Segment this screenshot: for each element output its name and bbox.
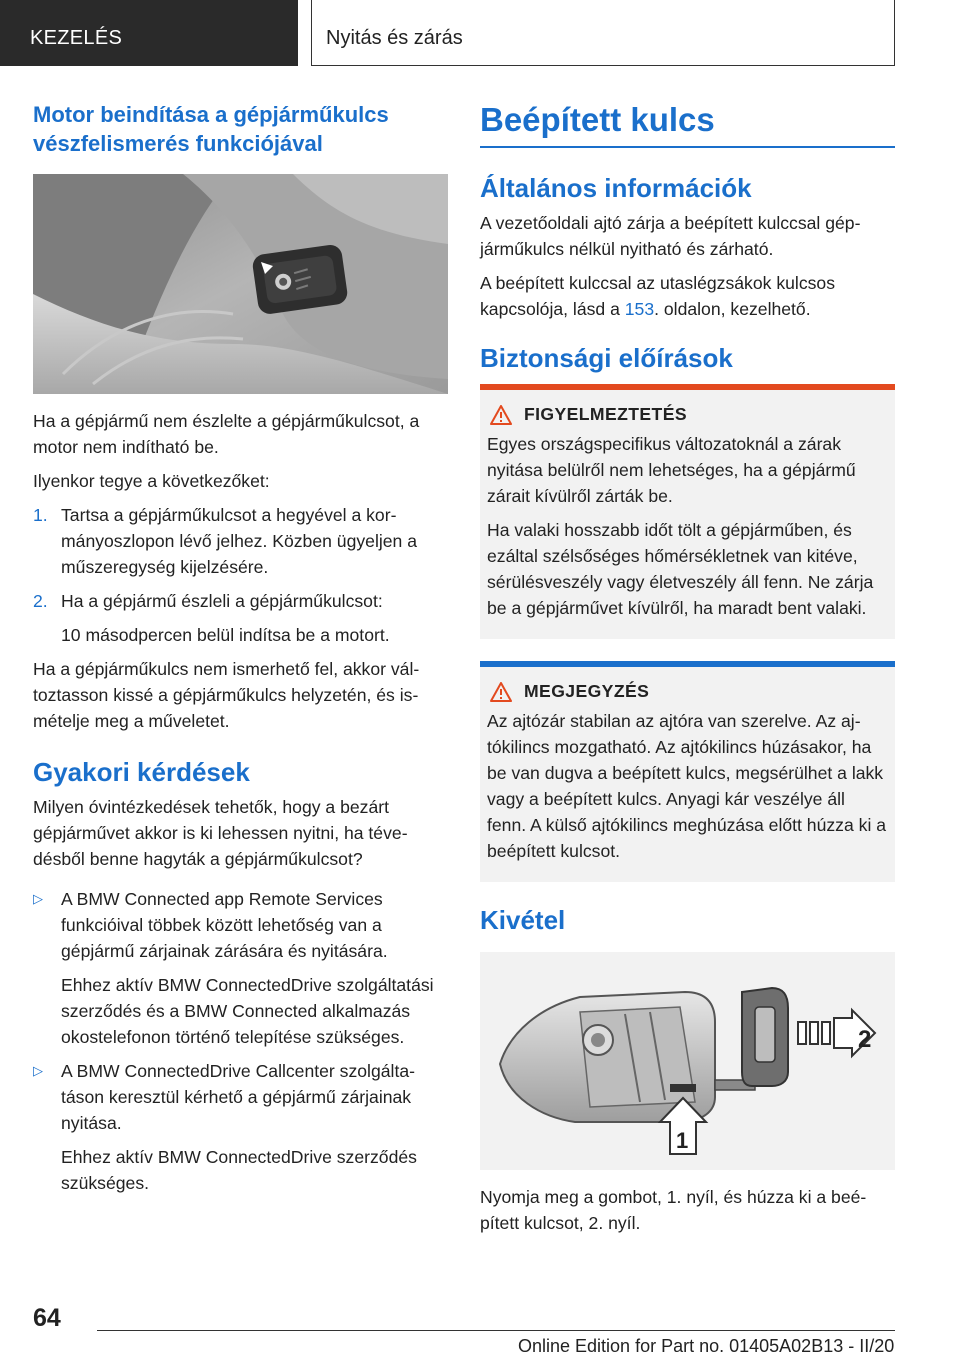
caution-triangle-icon	[490, 682, 512, 702]
faq-question: Milyen óvintézkedések tehetők, hogy a bezárt gépjárművet akkor is ki lehessen nyitni, ha tévedésből benne hagyták a gépjárműkulcsot?	[33, 797, 408, 869]
faq-answer-subtext: Ehhez aktív BMW ConnectedDrive szolgáltatási szerződés és a BMW Connected alkalmazás okostelefonon történő telepítése szükséges.	[61, 975, 434, 1047]
general-para-1: A vezetőoldali ajtó zárja a beépített kulccsal gépjárműkulcs nélkül nyitható és zárható.	[480, 213, 861, 259]
step-text: Tartsa a gépjárműkulcsot a hegyével a kormányoszlopon lévő jelhez. Közben ügyeljen a műszeregység kijelzésére.	[61, 505, 418, 577]
arrow-1-label: 1	[676, 1128, 689, 1153]
warning-title-row	[487, 404, 887, 425]
step-item	[33, 502, 448, 580]
general-para-2-end: . oldalon, kezelhető.	[654, 299, 811, 319]
chapter-tab	[311, 0, 895, 66]
integrated-key-removal-image	[480, 952, 895, 1170]
edition-note: Online Edition for Part no. 01405A02B13 - II/20	[518, 1336, 895, 1356]
chapter-title: Nyitás és zárás	[326, 27, 463, 49]
section-tab	[0, 0, 298, 66]
faq-answer-text: A BMW Connected app Remote Services funkcióival többek között lehetőség van a gépjármű zárjainak zárására és nyitására.	[61, 889, 388, 961]
warning-box	[480, 384, 895, 639]
faq-answer-subtext: Ehhez aktív BMW ConnectedDrive szerződés szükséges.	[61, 1147, 417, 1193]
faq-answer-item	[33, 886, 448, 1050]
note-para-1: Az ajtózár stabilan az ajtóra van szerelve. Az ajtókilincs mozgatható. Az ajtókilincs húzásakor, ha be van dugva a beépített kulcs, megsérülhet a lakk vagy a beépített kulcs. Anyagi kár veszélye áll fenn. A külső ajtókilincs meghúzása előtt húzza ki a beépített kulcsot.	[487, 711, 887, 861]
safety-heading: Biztonsági előírások	[480, 343, 733, 373]
faq-answer-item	[33, 1058, 448, 1196]
triangle-bullet-icon: ▷	[33, 891, 43, 906]
left-column	[33, 100, 448, 1204]
left-para-1: Ha a gépjármű nem észlelte a gépjárműkulcsot, a motor nem indítható be.	[33, 411, 420, 457]
figure-caption: Nyomja meg a gombot, 1. nyíl, és húzza ki a beépített kulcsot, 2. nyíl.	[480, 1187, 867, 1233]
faq-answer-list	[33, 886, 448, 1196]
note-box	[480, 661, 895, 882]
right-column	[480, 100, 895, 1244]
steering-column-key-image	[33, 174, 448, 394]
faq-answer-text: A BMW ConnectedDrive Callcenter szolgáltatáson keresztül kérhető a gépjármű zárjainak nyitása.	[61, 1061, 415, 1133]
warning-title: FIGYELMEZTETÉS	[524, 404, 687, 424]
step-subtext: 10 másodpercen belül indítsa be a motort.	[61, 625, 390, 645]
general-para-2-start: A beépített kulccsal az utaslégzsákok kulcsos kapcsolója, lásd a	[480, 273, 835, 319]
step-list	[33, 502, 448, 648]
warning-triangle-icon	[490, 405, 512, 425]
left-para-2: Ilyenkor tegye a következőket:	[33, 471, 270, 491]
note-title: MEGJEGYZÉS	[524, 681, 650, 701]
page-number: 64	[33, 1304, 61, 1332]
page-reference-link[interactable]: 153	[624, 299, 655, 319]
integrated-key-heading: Beépített kulcs	[480, 100, 895, 148]
note-title-row	[487, 681, 887, 702]
warning-para-2: Ha valaki hosszabb időt tölt a gépjárműben, és ezáltal szélsőséges hőmérsékletnek van kitéve, sérülésveszély vagy életveszély áll fenn. Ne zárja be a gépjárművet kívülről, ha maradt bent valaki.	[487, 520, 874, 618]
general-para-2	[480, 270, 895, 322]
page-header	[0, 0, 960, 66]
warning-para-1: Egyes országspecifikus változatoknál a zárak nyitása belülről nem lehetséges, ha a gépjármű zárait kívülről zárták be.	[487, 434, 856, 506]
key-removal-illustration	[480, 952, 895, 1170]
faq-heading: Gyakori kérdések	[33, 757, 250, 787]
left-para-3: Ha a gépjárműkulcs nem ismerhető fel, akkor változtasson kissé a gépjárműkulcs helyzetén, és ismételje meg a műveletet.	[33, 659, 420, 731]
footer-divider	[97, 1330, 895, 1331]
step-text: Ha a gépjármű észleli a gépjárműkulcsot:	[61, 591, 383, 611]
key-at-steering-column-illustration	[33, 174, 448, 394]
triangle-bullet-icon: ▷	[33, 1063, 43, 1078]
step-number: 2.	[33, 591, 48, 611]
section-title: KEZELÉS	[30, 27, 123, 49]
exception-heading: Kivétel	[480, 905, 566, 935]
engine-start-heading: Motor beindítása a gépjárműkulcs vészfelismerés funkciójával	[33, 102, 389, 156]
step-item	[33, 588, 448, 648]
step-number: 1.	[33, 505, 48, 525]
arrow-2-label: 2	[858, 1026, 872, 1053]
general-info-heading: Általános információk	[480, 173, 752, 203]
